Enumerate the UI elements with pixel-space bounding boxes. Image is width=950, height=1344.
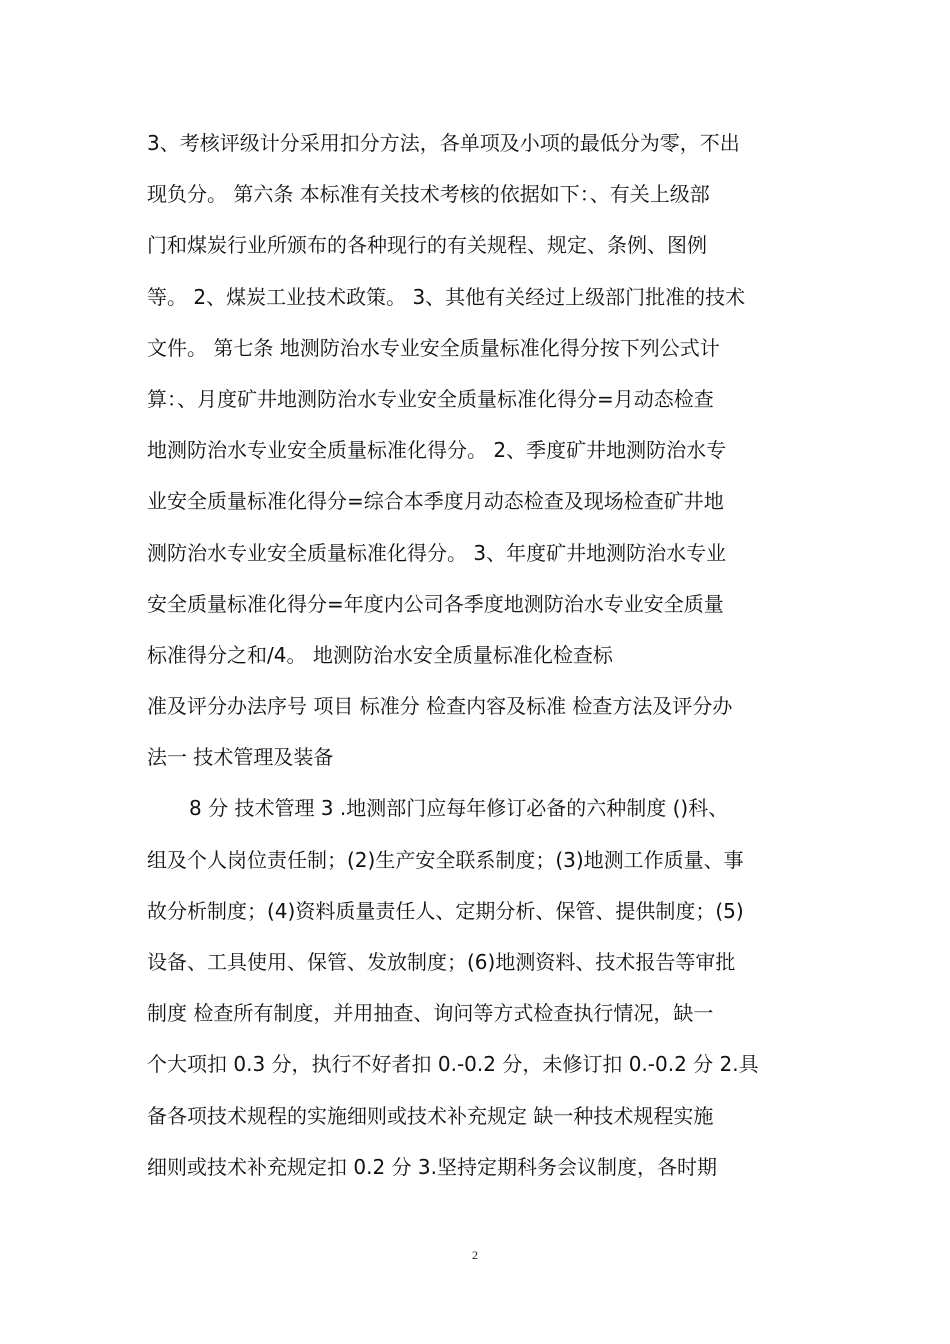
- text-line: 法一 技术管理及装备: [147, 745, 334, 770]
- text-line: 测防治水专业安全质量标准化得分。 3、年度矿井地测防治水专业: [147, 540, 727, 565]
- text-line: 故分析制度；(4)资料质量责任人、定期分析、保管、提供制度；(5): [147, 898, 744, 923]
- text-line: 备各项技术规程的实施细则或技术补充规定 缺一种技术规程实施: [147, 1103, 714, 1128]
- text-line: 业安全质量标准化得分=综合本季度月动态检查及现场检查矿井地: [147, 489, 724, 514]
- text-line: 细则或技术补充规定扣 0.2 分 3.坚持定期科务会议制度，各时期: [147, 1154, 717, 1179]
- body-text: [147, 118, 815, 1193]
- text-line: 等。 2、煤炭工业技术政策。 3、其他有关经过上级部门批准的技术: [147, 284, 746, 309]
- page-number: 2: [472, 1248, 478, 1262]
- text-line: 组及个人岗位责任制；(2)生产安全联系制度；(3)地测工作质量、事: [147, 847, 744, 872]
- text-line: 安全质量标准化得分=年度内公司各季度地测防治水专业安全质量: [147, 591, 724, 616]
- text-line: 设备、工具使用、保管、发放制度；(6)地测资料、技术报告等审批: [147, 950, 736, 974]
- text-line: 地测防治水专业安全质量标准化得分。 2、季度矿井地测防治水专: [147, 438, 727, 463]
- text-line: 准及评分办法序号 项目 标准分 检查内容及标准 检查方法及评分办: [147, 694, 733, 719]
- text-line: 算：、月度矿井地测防治水专业安全质量标准化得分=月动态检查: [147, 386, 714, 411]
- text-line: 制度 检查所有制度，并用抽查、询问等方式检查执行情况，缺一: [147, 1001, 714, 1026]
- text-line: 现负分。 第六条 本标准有关技术考核的依据如下：、有关上级部: [147, 182, 710, 207]
- text-line: 3、考核评级计分采用扣分方法，各单项及小项的最低分为零，不出: [147, 131, 740, 155]
- text-line: 门和煤炭行业所颁布的各种现行的有关规程、规定、条例、图例: [147, 233, 707, 258]
- text-line: 文件。 第七条 地测防治水专业安全质量标准化得分按下列公式计: [147, 335, 720, 360]
- text-line: 标准得分之和/4。 地测防治水安全质量标准化检查标: [147, 642, 613, 667]
- text-line: 个大项扣 0.3 分，执行不好者扣 0.-0.2 分，未修订扣 0.-0.2 分 2.具: [147, 1052, 759, 1077]
- text-line-indented: 8 分 技术管理 3 .地测部门应每年修订必备的六种制度 ()科、: [189, 796, 729, 821]
